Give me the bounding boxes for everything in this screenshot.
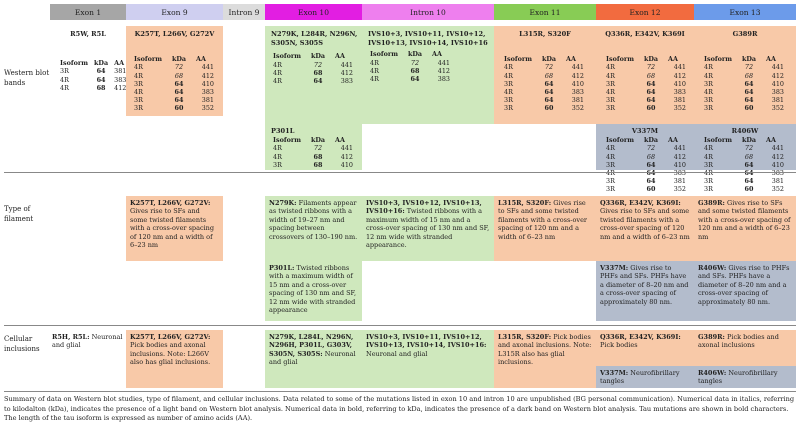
- divider-filament-cellular: [4, 325, 796, 326]
- row-label-cellular: Cellular inclusions: [4, 335, 40, 353]
- table-row: 4R 72 441: [606, 63, 686, 72]
- cellular-exon9-cell: K257T, L266V, G272V: Pick bodies and axonal inclusions. Note: L266V also has glial inclusions.: [126, 330, 223, 388]
- mutation-label: V337M: [631, 127, 659, 135]
- table-row: 3R 64 410: [134, 79, 214, 88]
- row-label-western: Western blot bands: [4, 69, 50, 87]
- table-row: 3R 60 352: [704, 185, 784, 194]
- header-exon11: Exon 11: [494, 4, 596, 20]
- table-row: 3R 64 381: [60, 67, 127, 76]
- table-row: 4R 68 412: [606, 152, 686, 161]
- table-row: 4R 68 412: [273, 152, 353, 161]
- table-row: 3R 60 352: [504, 104, 584, 113]
- table-row: 4R 72 441: [704, 63, 784, 72]
- table-row: 4R 64 383: [504, 88, 584, 96]
- table-row: 4R 72 441: [273, 144, 353, 153]
- isoform-table: Isoform kDa AA 4R 72 441 4R 68 412 3R 64 410 4R 64 383 3R 64 381 3R 60 352: [504, 55, 590, 113]
- cellular-exon1-cell: R5H, R5L: Neuronal and glial: [52, 333, 123, 350]
- isoform-table: Isoform kDa AA 4R 72 441 4R 68 412 3R 64 410 4R 64 383 3R 64 381 3R 60 352: [606, 136, 692, 194]
- table-row: 4R 72 441: [704, 144, 784, 153]
- table-row: 4R 64 383: [606, 169, 686, 177]
- western-exon1-cell: [50, 26, 126, 116]
- table-row: 4R 68 412: [60, 83, 127, 92]
- table-row: 4R 68 412: [704, 71, 784, 80]
- table-row: 4R 72 441: [273, 60, 353, 69]
- filament-exon10-cell: N279K: Filaments appear as twisted ribbons with a width of 19–27 nm and spacing between crossovers of 130–190 nm.: [265, 196, 362, 261]
- western-exon12-cell: [596, 26, 694, 124]
- mutation-label: G389R: [732, 30, 758, 38]
- table-row: 3R 64 381: [704, 177, 784, 186]
- table-row: 4R 64 383: [704, 169, 784, 177]
- mutation-label: IVS10+3, IVS10+11, IVS10+12, IVS10+13, IVS10+14, IVS10+16: [368, 30, 488, 47]
- table-row: 3R 64 381: [504, 96, 584, 105]
- cellular-exon13-cell: G389R: Pick bodies and axonal inclusions: [694, 330, 796, 366]
- isoform-table: Isoform kDa AA 4R 72 441 4R 68 412 4R 64 383: [370, 50, 456, 83]
- cellular-exon11-cell: L315R, S320F: Pick bodies and axonal inclusions. Note: L315R also has glial inclusions.: [494, 330, 596, 388]
- table-row: 4R 68 412: [273, 69, 353, 78]
- table-row: 3R 64 410: [504, 79, 584, 88]
- table-row: 4R 68 412: [606, 71, 686, 80]
- mutation-label: Q336R, E342V, K369I: [605, 30, 685, 38]
- table-row: 3R 64 381: [134, 96, 214, 105]
- isoform-table: [60, 59, 132, 92]
- row-label-filament: Type of filament: [4, 205, 34, 223]
- mutation-label: P301L: [271, 127, 295, 135]
- isoform-table: Isoform kDa AA 4R 72 441 4R 68 412 3R 64 410 4R 64 383 3R 64 381 3R 60 352: [704, 136, 790, 194]
- table-row: 4R 68 412: [370, 67, 450, 76]
- western-exon13-cell: [694, 26, 796, 124]
- table-row: 3R 64 381: [606, 177, 686, 186]
- western-exon9-cell: [126, 26, 223, 116]
- col-kda: kDa: [94, 58, 109, 67]
- cellular-v337m-cell: V337M: Neurofibrillary tangles: [596, 366, 694, 388]
- cellular-exon12-cell: Q336R, E342V, K369I: Pick bodies: [596, 330, 694, 366]
- table-row: 3R 60 352: [704, 104, 784, 113]
- table-caption: Summary of data on Western blot studies, type of filament, and cellular inclusions. Data related to some of the mutations listed in exon 10 and intron 10 are unpublished (BG personal communication). Numerical data in italics, referring to kilodalton (kDa), indicates the presence of a light band on Western blot analysis. Numerical data in bold, referring to kDa, indicates the presence of a dark band on Western blot analysis. Tau mutations are shown in bold characters. The length of the tau isoform is expressed as number of amino acids (AA).: [4, 395, 795, 423]
- table-row: 4R 64 383: [60, 75, 127, 84]
- table-row: 4R 72 441: [504, 63, 584, 72]
- western-exon10-cell: [265, 26, 362, 124]
- table-row: 4R 64 383: [273, 77, 353, 86]
- western-p301l-cell: [265, 124, 362, 170]
- mutation-label: K257T, L266V, G272V: [134, 30, 215, 38]
- divider-western-filament: [4, 172, 796, 173]
- isoform-table: Isoform kDa AA 4R 72 441 4R 68 412 3R 68 410: [273, 136, 359, 169]
- table-row: 4R 64 383: [370, 75, 450, 84]
- table-row: 4R 64 383: [606, 88, 686, 96]
- table-row: 3R 64 410: [606, 79, 686, 88]
- header-exon1: Exon 1: [50, 4, 126, 20]
- filament-intron10-cell: IVS10+3, IVS10+12, IVS10+13, IVS10+16: Twisted ribbons with a maximum width of 15 nm and a cross-over spacing of 130 nm and SF, 12 nm wide with stranded appearance.: [362, 196, 494, 261]
- filament-p301l-cell: P301L: Twisted ribbons with a maximum width of 15 nm and a cross-over spacing of 130 nm and SF, 12 nm wide with stranded appearance: [265, 261, 362, 321]
- cellular-intron10-cell: IVS10+3, IVS10+11, IVS10+12, IVS10+13, IVS10+14, IVS10+16: Neuronal and glial: [362, 330, 494, 388]
- table-row: 4R 72 441: [134, 63, 214, 72]
- header-exon13: Exon 13: [694, 4, 796, 20]
- mutation-label: R5W, R5L: [70, 30, 106, 38]
- western-v337m-cell: [596, 124, 694, 194]
- table-row: 3R 64 410: [704, 79, 784, 88]
- western-intron10-cell: [362, 26, 494, 124]
- table-row: 4R 72 441: [370, 58, 450, 67]
- isoform-table: Isoform kDa AA 4R 72 441 4R 68 412 4R 64 383: [273, 52, 359, 85]
- table-row: 3R 64 381: [606, 96, 686, 105]
- isoform-table: Isoform kDa AA 4R 72 441 4R 68 412 3R 64 410 4R 64 383 3R 64 381 3R 60 352: [606, 55, 692, 113]
- isoform-table: Isoform kDa AA 4R 72 441 4R 68 412 3R 64 410 4R 64 383 3R 64 381 3R 60 352: [704, 55, 790, 113]
- table-row: 4R 72 441: [606, 144, 686, 153]
- filament-exon11-cell: L315R, S320F: Gives rise to SFs and some twisted filaments with a cross-over spacing of 120 nm and a width of 6–23 nm: [494, 196, 596, 261]
- isoform-table: Isoform kDa AA 4R 72 441 4R 68 412 3R 64 410 4R 64 383 3R 64 381 3R 60 352: [134, 55, 220, 113]
- header-exon9: Exon 9: [126, 4, 223, 20]
- table-row: 3R 64 381: [704, 96, 784, 105]
- filament-v337m-cell: V337M: Gives rise to PHFs and SFs. PHFs have a diameter of 8–20 nm and a cross-over spacing of approximately 80 nm.: [596, 261, 694, 321]
- mutation-label: L315R, S320F: [519, 30, 571, 38]
- table-row: 4R 68 412: [134, 71, 214, 80]
- table-row: 3R 60 352: [606, 104, 686, 113]
- col-aa: AA: [114, 58, 125, 67]
- western-exon11-cell: [494, 26, 596, 124]
- table-row: 3R 64 410: [704, 160, 784, 169]
- header-intron10: Intron 10: [362, 4, 494, 20]
- header-intron9: Intron 9: [223, 4, 265, 20]
- table-row: 3R 60 352: [134, 104, 214, 113]
- header-exon12: Exon 12: [596, 4, 694, 20]
- header-exon10: Exon 10: [265, 4, 362, 20]
- cellular-r406w-cell: R406W: Neurofibrillary tangles: [694, 366, 796, 388]
- table-row: 3R 68 410: [273, 160, 353, 169]
- cellular-exon10-cell: N279K, L284L, N296N, N296H, P301L, G303V, S305N, S305S: Neuronal and glial: [265, 330, 362, 388]
- table-row: 3R 64 410: [606, 160, 686, 169]
- filament-exon9-cell: K257T, L266V, G272V: Gives rise to SFs and some twisted filaments with a cross-over spacing of 120 nm and a width of 6–23 nm: [126, 196, 223, 261]
- filament-r406w-cell: R406W: Gives rise to PHFs and SFs. PHFs have a diameter of 8–20 nm and a cross-over spacing of approximately 80 nm.: [694, 261, 796, 321]
- mutation-label: R406W: [731, 127, 759, 135]
- table-row: 4R 64 383: [134, 88, 214, 96]
- mutation-label: N279K, L284R, N296N, S305N, S305S: [271, 30, 358, 47]
- table-row: 4R 64 383: [704, 88, 784, 96]
- western-r406w-cell: [694, 124, 796, 194]
- filament-exon13-cell: G389R: Gives rise to SFs and some twisted filaments with a cross-over spacing of 120 nm and a width of 6–23 nm: [694, 196, 796, 261]
- table-row: 4R 68 412: [704, 152, 784, 161]
- divider-caption: [4, 391, 796, 392]
- filament-exon12-cell: Q336R, E342V, K369I: Gives rise to SFs and some twisted filaments with a cross-over spacing of 120 nm and a width of 6–23 nm: [596, 196, 694, 261]
- table-row: 3R 60 352: [606, 185, 686, 194]
- col-isoform: Isoform: [60, 58, 88, 67]
- table-row: 4R 68 412: [504, 71, 584, 80]
